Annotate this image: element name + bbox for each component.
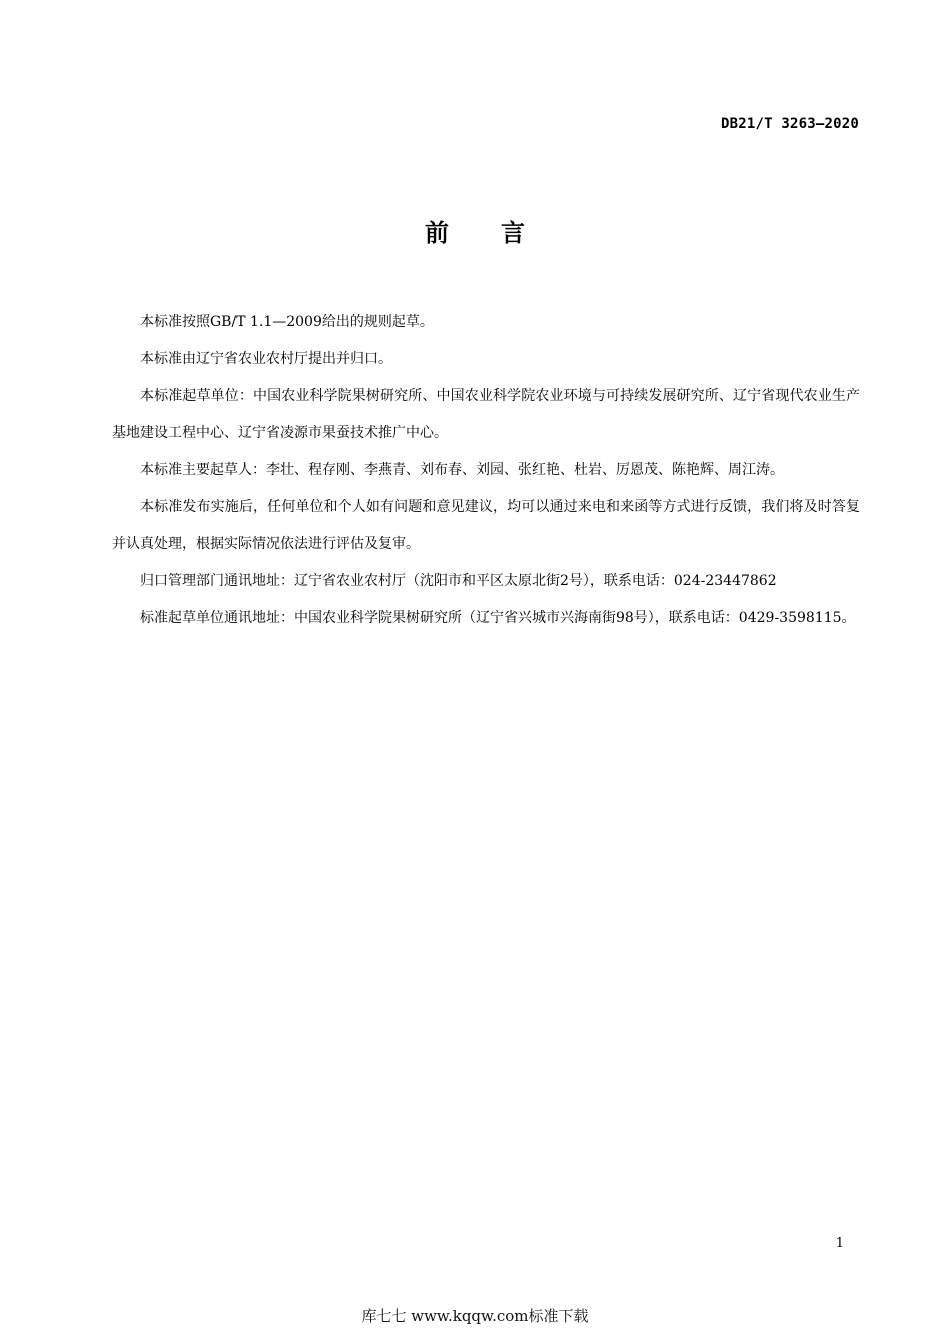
site-watermark: 库七七 www.kqqw.com标准下载 [361, 1307, 589, 1325]
paragraph-drafter-address: 标准起草单位通讯地址：中国农业科学院果树研究所（辽宁省兴城市兴海南街98号），联系电话：0429-3598115。 [140, 610, 856, 626]
page-number: 1 [835, 1236, 844, 1251]
document-code: DB21/T 3263—2020 [720, 116, 859, 132]
page-title: 前言 [425, 219, 577, 247]
document-body [112, 304, 860, 637]
paragraph-drafting-units: 本标准起草单位：中国农业科学院果树研究所、中国农业科学院农业环境与可持续发展研究所、辽宁省现代农业生产基地建设工程中心、辽宁省凌源市果蚕技术推广中心。 [112, 388, 860, 441]
paragraph-drafting-rules: 本标准按照GB/T 1.1—2009给出的规则起草。 [140, 314, 434, 330]
paragraph-authority-address: 归口管理部门通讯地址：辽宁省农业农村厅（沈阳市和平区太原北街2号），联系电话：024-23447862 [140, 573, 777, 589]
paragraph-drafters: 本标准主要起草人：李壮、程存刚、李燕青、刘布春、刘园、张红艳、杜岩、厉恩茂、陈艳辉、周江涛。 [140, 462, 784, 478]
paragraph-proposer: 本标准由辽宁省农业农村厅提出并归口。 [140, 351, 392, 367]
paragraph-feedback: 本标准发布实施后，任何单位和个人如有问题和意见建议，均可以通过来电和来函等方式进行反馈，我们将及时答复并认真处理，根据实际情况依法进行评估及复审。 [112, 499, 860, 552]
